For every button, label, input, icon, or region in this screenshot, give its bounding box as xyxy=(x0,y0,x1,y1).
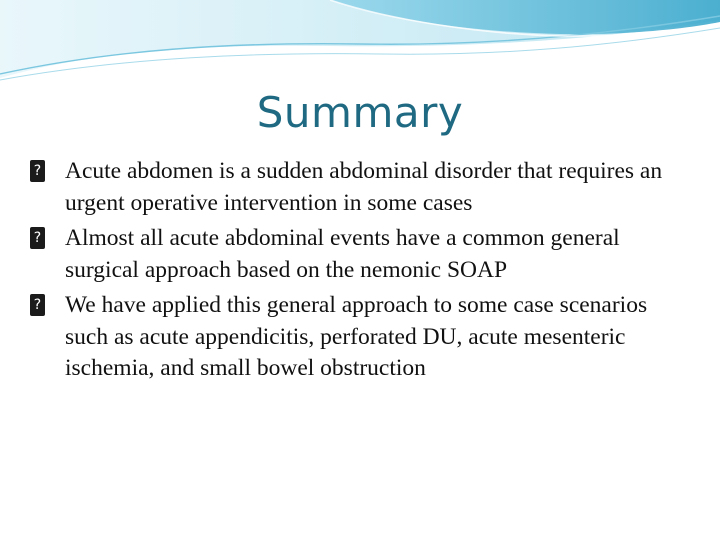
bullet-text: Acute abdomen is a sudden abdominal disorder that requires an urgent operative intervention in some cases xyxy=(65,158,663,216)
unknown-glyph-icon: ? xyxy=(30,294,45,316)
bullet-item xyxy=(30,223,690,286)
bullet-text: Almost all acute abdominal events have a common general surgical approach based on the nemonic SOAP xyxy=(65,225,620,283)
bullet-item xyxy=(30,290,690,385)
unknown-glyph-icon: ? xyxy=(30,227,45,249)
bullet-list xyxy=(30,156,690,389)
bullet-text: We have applied this general approach to some case scenarios such as acute appendicitis, perforated DU, acute mesenteric ischemia, and small bowel obstruction xyxy=(65,292,648,381)
slide-title: Summary xyxy=(256,88,464,137)
unknown-glyph-icon: ? xyxy=(30,160,45,182)
bullet-item xyxy=(30,156,690,219)
